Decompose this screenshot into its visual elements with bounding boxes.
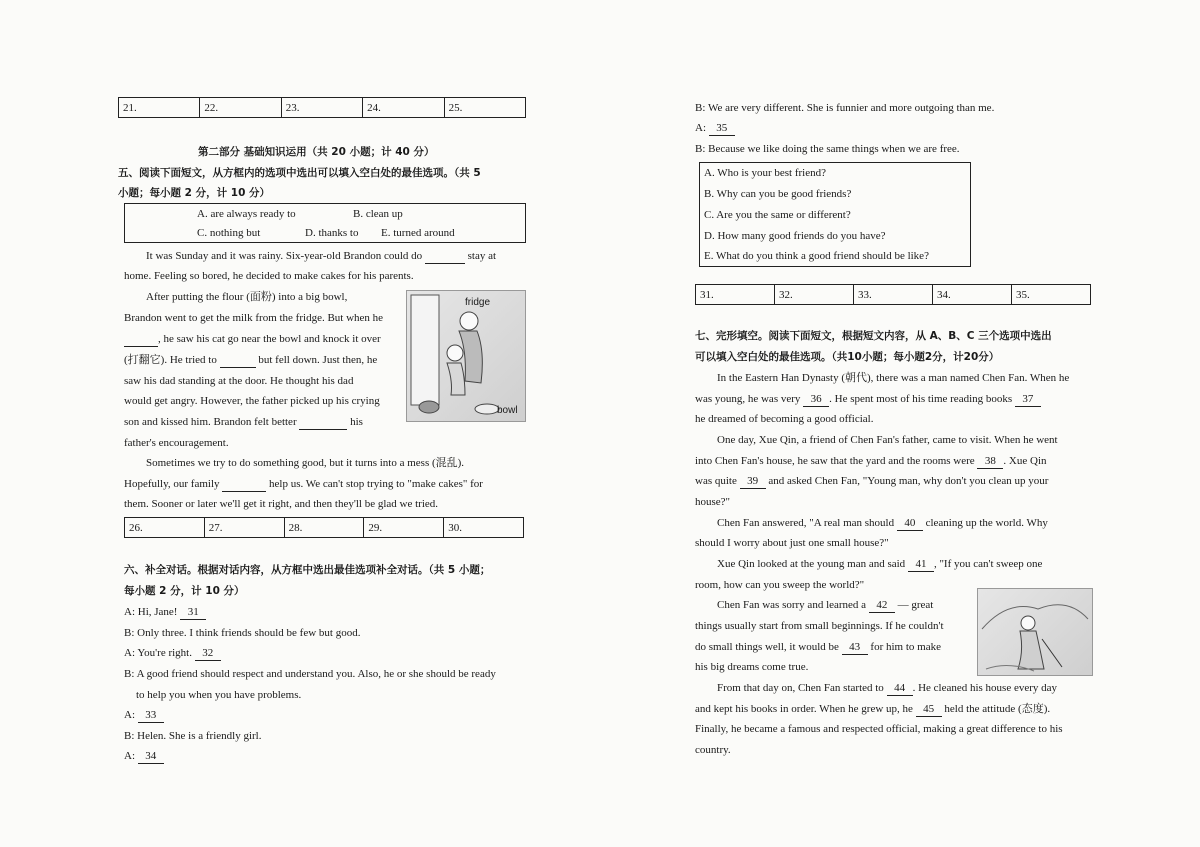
passage2-line: One day, Xue Qin, a friend of Chen Fan's father, came to visit. When he went [717,434,1058,446]
passage1-line: Brandon went to get the milk from the fridge. But when he [124,312,384,324]
option-b: B. clean up [353,208,403,220]
dialog-line: A: You're right. 32 [124,646,221,661]
answer-cell-32: 32. [775,285,854,305]
passage2-line: house?" [695,496,731,508]
passage2-line: things usually start from small beginnings. If he couldn't [695,620,944,632]
dialog-line: B: Because we like doing the same things when we are free. [695,143,960,155]
illustration-boy-and-dad [406,290,526,422]
sec7-instruction-line2: 可以填入空白处的最佳选项。（共10小题；每小题2分，计20分） [695,351,1000,363]
passage1-line: would get angry. However, the father picked up his crying [124,395,380,407]
option-e: E. What do you think a good friend should be like? [704,250,929,262]
passage2-line: do small things well, it would be 43 for him to make [695,641,941,653]
answer-cell-29: 29. [364,518,444,538]
passage1-line: Sometimes we try to do something good, but it turns into a mess (混乱). [146,457,465,469]
illustration-chen-fan-sweeping [977,588,1093,676]
passage1-line: son and kissed him. Brandon felt better his [124,416,363,428]
dialog-line: to help you when you have problems. [136,689,302,701]
answer-table-26-30 [124,517,524,538]
illustration-drawing [407,291,525,421]
sec6-options-box [699,162,971,267]
passage1-line: , he saw his cat go near the bowl and knock it over [124,332,381,347]
passage1-line: father's encouragement. [124,437,229,449]
dialog-line: A: 35 [695,121,735,136]
passage2-line: In the Eastern Han Dynasty (朝代), there was a man named Chen Fan. When he [717,372,1070,384]
passage2-line: From that day on, Chen Fan started to 44 . He cleaned his house every day [717,682,1058,694]
answer-cell-30: 30. [444,518,524,538]
answer-cell-26: 26. [125,518,205,538]
answer-cell-27: 27. [204,518,284,538]
passage2-line: into Chen Fan's house, he saw that the yard and the rooms were 38 . Xue Qin [695,455,1047,467]
dialog-line: A: Hi, Jane! 31 [124,605,206,620]
answer-cell-31: 31. [696,285,775,305]
dialog-line: A: 34 [124,749,164,764]
dialog-line: B: We are very different. She is funnier and more outgoing than me. [695,102,995,114]
illustration-label-fridge: fridge [465,297,491,308]
answer-cell-25: 25. [444,98,525,118]
passage2-line: Chen Fan answered, "A real man should 40 cleaning up the world. Why [717,517,1048,529]
sec5-instruction-line1: 五、阅读下面短文，从方框内的选项中选出可以填入空白处的最佳选项。（共 5 [118,167,481,179]
dialog-line: A: 33 [124,708,164,723]
passage2-line: and kept his books in order. When he grew up, he 45 held the attitude (态度). [695,703,1051,715]
option-b: B. Why can you be good friends? [704,188,852,200]
passage2-line: room, how can you sweep the world?" [695,579,865,591]
passage2-line: Finally, he became a famous and respected official, making a great difference to his [695,723,1063,735]
answer-cell-21: 21. [119,98,200,118]
option-e: E. turned around [381,227,455,239]
passage1-line: It was Sunday and it was rainy. Six-year-old Brandon could do stay at [146,250,497,262]
answer-cell-22: 22. [200,98,281,118]
answer-cell-28: 28. [284,518,364,538]
sec6-instruction-line2: 每小题 2 分，计 10 分） [124,585,245,597]
sec5-options-box [124,203,526,243]
passage1-line: (打翻它). He tried to but fell down. Just then, he [124,354,378,366]
dialog-line: B: Only three. I think friends should be few but good. [124,627,361,639]
option-a: A. are always ready to [197,208,296,220]
part2-title: 第二部分 基础知识运用（共 20 小题；计 40 分） [198,146,435,158]
passage2-line: his big dreams come true. [695,661,809,673]
option-a: A. Who is your best friend? [704,167,826,179]
sec6-instruction-line1: 六、补全对话。根据对话内容，从方框中选出最佳选项补全对话。（共 5 小题； [124,564,491,576]
option-d: D. thanks to [305,227,359,239]
passage1-line: Hopefully, our family help us. We can't stop trying to "make cakes" for [124,478,483,490]
answer-table-21-25 [118,97,526,118]
sec5-instruction-line2: 小题；每小题 2 分，计 10 分） [118,187,271,199]
passage2-line: was young, he was very 36 . He spent most of his time reading books 37 [695,392,1041,407]
passage1-line: saw his dad standing at the door. He thought his dad [124,375,354,387]
illustration-drawing [978,589,1092,675]
answer-cell-23: 23. [281,98,362,118]
answer-cell-33: 33. [854,285,933,305]
dialog-line: B: Helen. She is a friendly girl. [124,730,262,742]
sec7-instruction-line1: 七、完形填空。阅读下面短文，根据短文内容，从 A、B、C 三个选项中选出 [695,330,1052,342]
passage2-line: was quite 39 and asked Chen Fan, "Young man, why don't you clean up your [695,475,1049,487]
passage1-line: them. Sooner or later we'll get it right, and then they'll be glad we tried. [124,498,439,510]
passage2-line: Chen Fan was sorry and learned a 42 — great [717,599,934,611]
option-d: D. How many good friends do you have? [704,230,886,242]
passage2-line: should I worry about just one small house?" [695,537,889,549]
option-c: C. nothing but [197,227,261,239]
passage1-line: After putting the flour (面粉) into a big bowl, [146,291,348,303]
dialog-line: B: A good friend should respect and understand you. Also, he or she should be ready [124,668,496,680]
answer-cell-34: 34. [933,285,1012,305]
passage2-line: he dreamed of becoming a good official. [695,413,874,425]
option-c: C. Are you the same or different? [704,209,851,221]
passage2-line: Xue Qin looked at the young man and said 41 , "If you can't sweep one [717,558,1043,570]
passage2-line: country. [695,744,731,756]
answer-cell-24: 24. [363,98,444,118]
answer-table-31-35 [695,284,1091,305]
answer-cell-35: 35. [1012,285,1091,305]
passage1-line: home. Feeling so bored, he decided to make cakes for his parents. [124,270,414,282]
illustration-label-bowl: bowl [497,405,518,416]
